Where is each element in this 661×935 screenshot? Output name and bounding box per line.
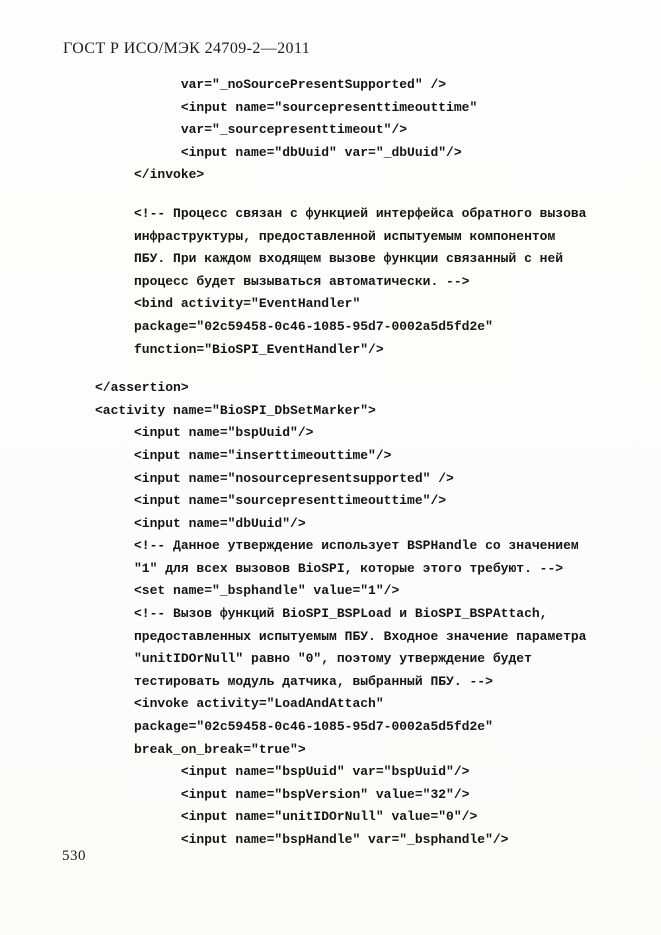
code-line: <input name="sourcepresenttimeouttime"/> — [95, 493, 447, 509]
code-line — [95, 361, 586, 377]
code-line: <!-- Вызов функций BioSPI_BSPLoad и BioSPI_BSPAttach, — [95, 606, 548, 622]
code-line: <input name="inserttimeouttime"/> — [95, 447, 392, 463]
code-line: процесс будет вызываться автоматически. --> — [95, 273, 470, 289]
code-line: <!-- Данное утверждение использует BSPHandle со значением — [95, 538, 579, 554]
code-line: тестировать модуль датчика, выбранный ПБУ. --> — [95, 673, 493, 689]
code-line: </invoke> — [95, 167, 205, 183]
code-line: инфраструктуры, предоставленной испытуемым компонентом — [95, 228, 556, 244]
code-line: предоставленных испытуемым ПБУ. Входное значение параметра — [95, 628, 587, 644]
code-line: <activity name="BioSPI_DbSetMarker"> — [95, 402, 376, 418]
code-line: var="_sourcepresenttimeout"/> — [95, 122, 408, 138]
code-line: <invoke activity="LoadAndAttach" — [95, 696, 384, 712]
code-line: "1" для всех вызовов BioSPI, которые этого требуют. --> — [95, 560, 564, 576]
code-line: <bind activity="EventHandler" — [95, 296, 361, 312]
code-line: <input name="sourcepresenttimeouttime" — [95, 99, 478, 115]
code-line: ПБУ. При каждом входящем вызове функции связанный с ней — [95, 251, 564, 267]
code-line: </assertion> — [95, 380, 189, 396]
page-number: 530 — [62, 848, 86, 864]
code-line: package="02c59458-0c46-1085-95d7-0002a5d5fd2e" — [95, 719, 493, 735]
code-line: <input name="bspVersion" value="32"/> — [95, 786, 470, 802]
code-line: function="BioSPI_EventHandler"/> — [95, 341, 384, 357]
code-line: package="02c59458-0c46-1085-95d7-0002a5d5fd2e" — [95, 318, 493, 334]
code-line: <input name="bspHandle" var="_bsphandle"/> — [95, 832, 509, 847]
code-line — [95, 187, 586, 203]
code-line: <input name="nosourcepresentsupported" /> — [95, 470, 454, 486]
code-line: <input name="dbUuid" var="_dbUuid"/> — [95, 144, 462, 160]
code-line: <set name="_bsphandle" value="1"/> — [95, 583, 400, 599]
code-line: var="_noSourcePresentSupported" /> — [95, 77, 447, 92]
code-line: "unitIDOrNull" равно "0", поэтому утверждение будет — [95, 651, 532, 667]
code-block — [95, 74, 586, 852]
code-line: <input name="bspUuid" var="bspUuid"/> — [95, 764, 470, 780]
code-line: <!-- Процесс связан с функцией интерфейса обратного вызова — [95, 205, 587, 221]
code-line: <input name="unitIDOrNull" value="0"/> — [95, 809, 478, 825]
document-header: ГОСТ Р ИСО/МЭК 24709-2—2011 — [63, 40, 311, 57]
code-line: <input name="bspUuid"/> — [95, 425, 314, 441]
code-line: <input name="dbUuid"/> — [95, 515, 306, 531]
code-line: break_on_break="true"> — [95, 741, 306, 757]
